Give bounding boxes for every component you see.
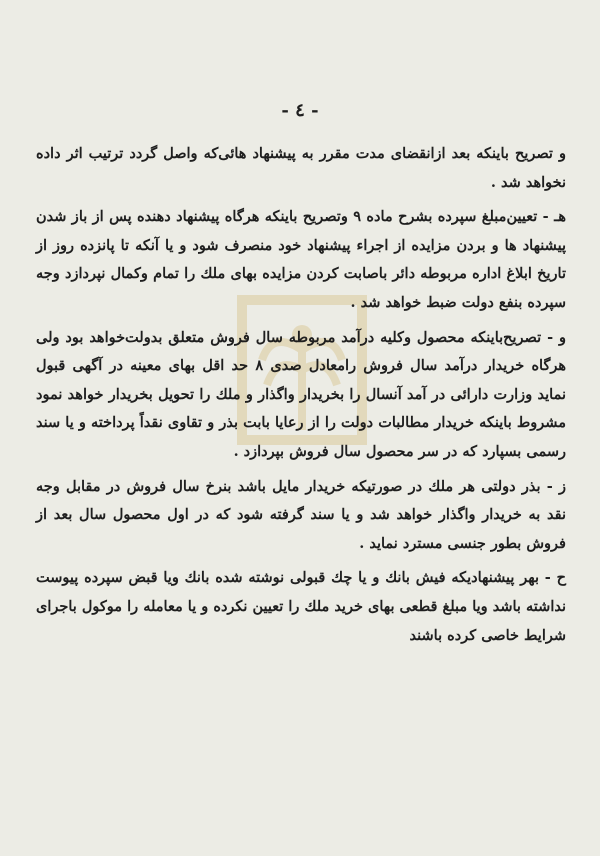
paragraph-continuation: و تصریح باینکه بعد ازانقضای مدت مقرر به پیشنهاد هائی‌که واصل گردد ترتیب اثر داده نخواهد شد . — [36, 145, 566, 191]
paragraph-he-2: ح - بهر پیشنهادیکه فیش بانك و یا چك قبولی نوشته شده بانك ویا قبض سپرده پیوست نداشته باشد ویا مبلغ قطعی بهای خرید ملك را تعیین نکرده و یا معامله را موکول باجرای شرایط خاصی کرده باشند — [36, 569, 566, 644]
paragraph-vav: و - تصریح‌باینکه محصول وکلیه درآمد مربوطه سال فروش متعلق بدولت‌خواهد بود ولی هرگاه خریدار درآمد سال فروش رامعادل صدی ۸ حد اقل بهای معینه در آگهی قبول نماید وزارت دارائی در آمد آنسال را بخریدار واگذار و ملك را تحویل بخریدار خواهد نمود مشروط باینکه خریدار مطالبات دولت را از رعایا بابت بذر و تقاوی نقداً پرداخته و یا سند رسمی بسپارد که در سر محصول سال فروش بپردازد . — [36, 328, 567, 460]
paragraph-ze: ز - بذر دولتی هر ملك در صورتیکه خریدار مایل باشد بنرخ سال فروش در مقابل وجه نقد به خریدار واگذار خواهد شد و یا سند گرفته شود که در اول محصول سال بعد از فروش بطور جنسی مسترد نماید . — [36, 477, 566, 552]
paragraph-he: هـ - تعیین‌مبلغ سپرده بشرح ماده ۹ وتصریح باینکه هرگاه پیشنهاد دهنده پس از باز شدن پیشنهاد ها و بردن مزایده از اجراء پیشنهاد خود منصرف شود و یا آنکه تا پانزده روز از تاریخ ابلاغ اداره مربوطه دائر باصابت کردن مزایده بهای ملك را تمام وکمال نپردازد وجه سپرده بنفع دولت ضبط خواهد شد . — [36, 208, 566, 311]
body-text — [36, 140, 566, 650]
page-number: - ٤ - — [281, 100, 319, 121]
